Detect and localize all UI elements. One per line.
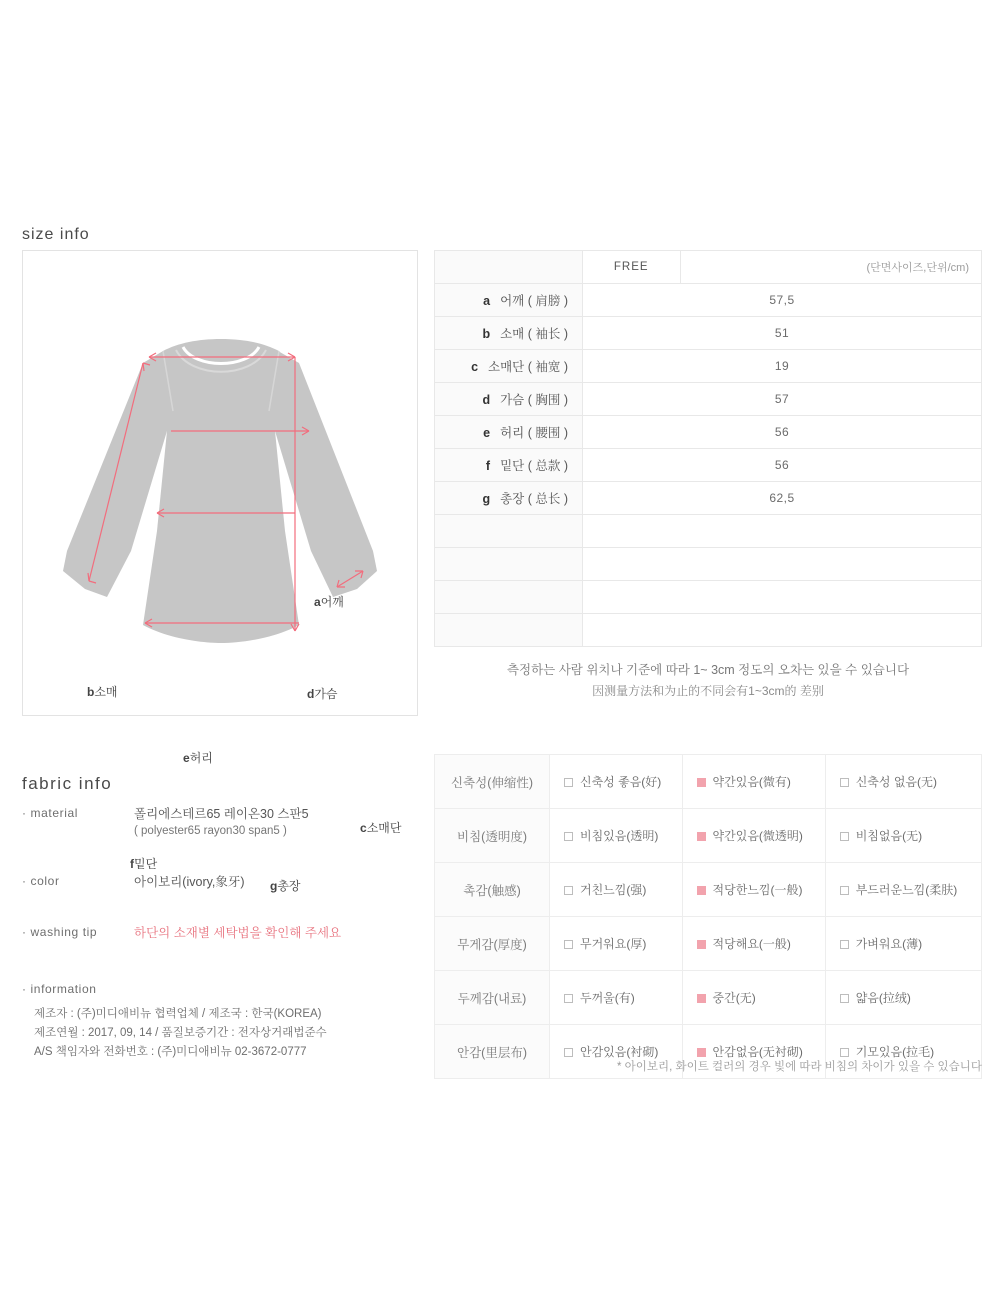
- figure-label-b: b소매: [87, 685, 118, 699]
- fabric-property-table: [434, 754, 982, 1079]
- fabric-value-material: [134, 806, 412, 840]
- fabric-row-washing: [22, 925, 412, 942]
- table-row: [435, 350, 982, 383]
- measurement-note-cn: 因测量方法和为止的不同会有1~3cm的 差别: [592, 684, 824, 698]
- property-option: 적당한느낌(一般): [682, 863, 825, 917]
- row-label-g: g 총장 ( 总长 ): [435, 482, 583, 515]
- checkbox-unchecked[interactable]: [564, 832, 573, 841]
- property-option: 비침있음(透明): [550, 809, 683, 863]
- row-value-f: 56: [583, 449, 982, 482]
- property-option: 부드러운느낌(柔肤): [825, 863, 981, 917]
- property-option: 안감있음(衬砌): [550, 1025, 683, 1079]
- row-value-b: 51: [583, 317, 982, 350]
- property-label-stretch: 신축성(伸缩性): [435, 755, 550, 809]
- empty-label: [435, 515, 583, 548]
- fabric-info-list: [22, 806, 412, 968]
- checkbox-checked[interactable]: [697, 1048, 706, 1057]
- figure-label-g: g총장: [270, 879, 301, 893]
- information-line: A/S 책임자와 전화번호 : (주)미디애비뉴 02-3672-0777: [34, 1046, 307, 1058]
- checkbox-unchecked[interactable]: [564, 1048, 573, 1057]
- figure-label-e: e허리: [183, 751, 213, 765]
- fabric-material-sub: ( polyester65 rayon30 span5 ): [134, 825, 287, 837]
- checkbox-unchecked[interactable]: [840, 994, 849, 1003]
- header-size-label: FREE: [583, 251, 681, 284]
- information-line: 제조자 : (주)미디애비뉴 협력업체 / 제조국 : 한국(KOREA): [34, 1008, 322, 1020]
- header-blank-cell: [435, 251, 583, 284]
- header-unit-note: (단면사이즈,단위/cm): [680, 251, 982, 284]
- checkbox-unchecked[interactable]: [840, 1048, 849, 1057]
- checkbox-checked[interactable]: [697, 940, 706, 949]
- property-option: 신축성 좋음(好): [550, 755, 683, 809]
- empty-label: [435, 548, 583, 581]
- figure-label-d: d가슴: [307, 687, 338, 701]
- property-option: 중간(无): [682, 971, 825, 1025]
- empty-value: [583, 548, 982, 581]
- figure-label-c: c소매단: [360, 821, 402, 835]
- row-value-c: 19: [583, 350, 982, 383]
- garment-diagram-svg: [23, 251, 417, 715]
- information-line: 제조연월 : 2017, 09, 14 / 품질보증기간 : 전자상거래법준수: [34, 1027, 327, 1039]
- table-row: [435, 383, 982, 416]
- table-row: [435, 863, 982, 917]
- table-row-empty: [435, 548, 982, 581]
- row-label-a: a 어깨 ( 肩膀 ): [435, 284, 583, 317]
- table-row-empty: [435, 515, 982, 548]
- property-label-thickness: 두께감(내료): [435, 971, 550, 1025]
- fabric-value-color: 아이보리(ivory,象牙): [134, 875, 245, 889]
- table-row: [435, 482, 982, 515]
- property-option: 가벼워요(薄): [825, 917, 981, 971]
- table-row: [435, 416, 982, 449]
- table-row-empty: [435, 614, 982, 647]
- manufacturer-information: [22, 980, 422, 1062]
- table-row-empty: [435, 581, 982, 614]
- table-row: [435, 317, 982, 350]
- fabric-material-main: 폴리에스테르65 레이온30 스판5: [134, 807, 309, 821]
- table-row: [435, 755, 982, 809]
- size-info-title: size info: [22, 226, 90, 243]
- checkbox-unchecked[interactable]: [564, 940, 573, 949]
- empty-value: [583, 614, 982, 647]
- checkbox-unchecked[interactable]: [840, 778, 849, 787]
- property-label-transparency: 비침(透明度): [435, 809, 550, 863]
- fabric-row-color: [22, 874, 412, 891]
- checkbox-unchecked[interactable]: [564, 778, 573, 787]
- checkbox-unchecked[interactable]: [564, 994, 573, 1003]
- empty-value: [583, 515, 982, 548]
- table-row-header: [435, 251, 982, 284]
- property-option: 약간있음(微有): [682, 755, 825, 809]
- row-value-d: 57: [583, 383, 982, 416]
- checkbox-checked[interactable]: [697, 832, 706, 841]
- checkbox-unchecked[interactable]: [840, 886, 849, 895]
- empty-label: [435, 614, 583, 647]
- row-label-e: e 허리 ( 腰围 ): [435, 416, 583, 449]
- fabric-key-washing-tip: · washing tip: [22, 925, 98, 939]
- property-label-touch: 촉감(触感): [435, 863, 550, 917]
- property-option: 신축성 없음(无): [825, 755, 981, 809]
- checkbox-unchecked[interactable]: [564, 886, 573, 895]
- size-table: [434, 250, 982, 647]
- checkbox-unchecked[interactable]: [840, 940, 849, 949]
- empty-label: [435, 581, 583, 614]
- figure-label-f: f밑단: [130, 857, 158, 871]
- row-label-d: d 가슴 ( 胸围 ): [435, 383, 583, 416]
- checkbox-checked[interactable]: [697, 994, 706, 1003]
- property-label-weight: 무게감(厚度): [435, 917, 550, 971]
- fabric-key-material: · material: [22, 806, 79, 820]
- table-row: [435, 971, 982, 1025]
- row-label-c: c 소매단 ( 袖宽 ): [435, 350, 583, 383]
- fabric-value-washing-tip: 하단의 소재별 세탁법을 확인해 주세요: [134, 926, 342, 940]
- table-row: [435, 917, 982, 971]
- property-option: 적당해요(一般): [682, 917, 825, 971]
- property-option: 거친느낌(强): [550, 863, 683, 917]
- property-option: 얇음(拉绒): [825, 971, 981, 1025]
- property-option: 안감없음(无衬砌): [682, 1025, 825, 1079]
- row-label-f: f 밑단 ( 总款 ): [435, 449, 583, 482]
- property-note: * 아이보리, 화이트 컬러의 경우 빛에 따라 비침의 차이가 있을 수 있습니다: [617, 1061, 982, 1073]
- fabric-row-material: [22, 806, 412, 840]
- table-row: [435, 449, 982, 482]
- fabric-info-title: fabric info: [22, 774, 113, 793]
- row-value-a: 57,5: [583, 284, 982, 317]
- checkbox-unchecked[interactable]: [840, 832, 849, 841]
- empty-value: [583, 581, 982, 614]
- property-option: 기모있음(拉毛): [825, 1025, 981, 1079]
- property-option: 비침없음(无): [825, 809, 981, 863]
- information-key: · information: [22, 982, 97, 996]
- property-label-lining: 안감(里层布): [435, 1025, 550, 1079]
- table-row: [435, 284, 982, 317]
- measurement-note-kr: 측정하는 사람 위치나 기준에 따라 1~ 3cm 정도의 오차는 있을 수 있습니다: [506, 663, 910, 677]
- row-label-b: b 소매 ( 袖长 ): [435, 317, 583, 350]
- checkbox-checked[interactable]: [697, 778, 706, 787]
- property-option: 약간있음(微透明): [682, 809, 825, 863]
- property-option: 무거워요(厚): [550, 917, 683, 971]
- checkbox-checked[interactable]: [697, 886, 706, 895]
- figure-label-a: a어깨: [314, 595, 344, 609]
- row-value-e: 56: [583, 416, 982, 449]
- fabric-key-color: · color: [22, 874, 60, 888]
- row-value-g: 62,5: [583, 482, 982, 515]
- property-option: 두꺼울(有): [550, 971, 683, 1025]
- table-row: [435, 809, 982, 863]
